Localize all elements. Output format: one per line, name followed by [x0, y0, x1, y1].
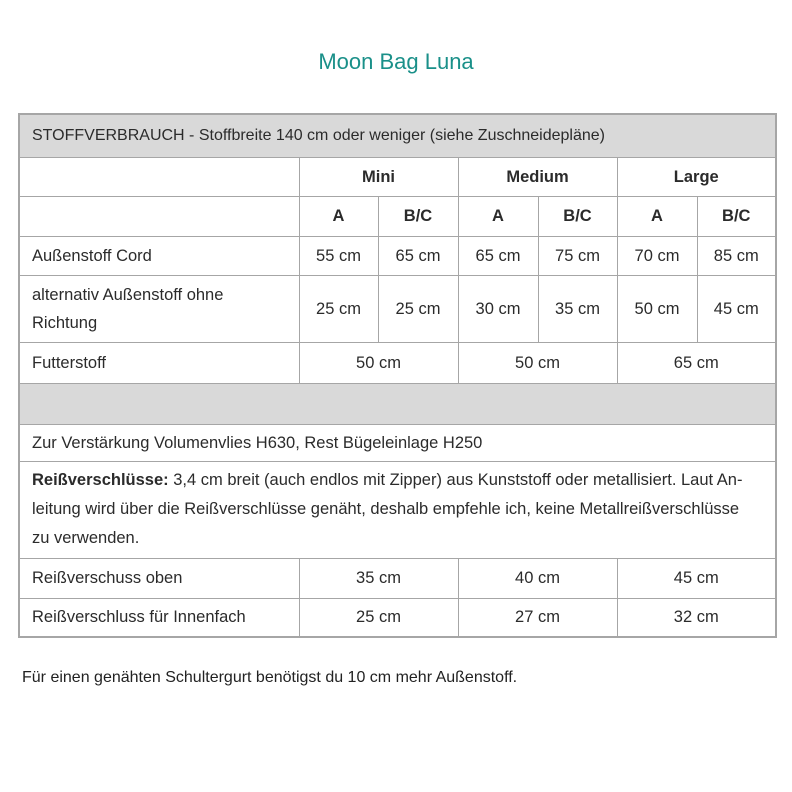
row-label-alt-outer-fabric [19, 275, 299, 342]
alt-outer-fabric-mini-a: 25 cm [299, 275, 378, 342]
variant-header-large-bc: B/C [697, 196, 776, 236]
outer-fabric-medium-bc: 75 cm [538, 236, 617, 275]
zipper-note-line: leitung wird über die Reißverschlüsse genäht, deshalb empfehle ich, keine Metallreißverschlüsse [32, 500, 740, 518]
size-header-mini: Mini [299, 157, 458, 196]
row-label-outer-fabric: Außenstoff Cord [19, 236, 299, 275]
variant-header-mini-a: A [299, 196, 378, 236]
variant-header-row [19, 196, 776, 236]
table-row-lining [19, 342, 776, 383]
size-header-large: Large [617, 157, 776, 196]
lining-mini: 50 cm [299, 342, 458, 383]
outer-fabric-mini-bc: 65 cm [378, 236, 458, 275]
table-heading: STOFFVERBRAUCH - Stoffbreite 140 cm oder weniger (siehe Zuschneidepläne) [19, 114, 776, 157]
zipper-top-medium: 40 cm [458, 558, 617, 598]
row-label-line: Richtung [32, 313, 98, 332]
zipper-inner-medium: 27 cm [458, 598, 617, 637]
zipper-top-large: 45 cm [617, 558, 776, 598]
table-row-zipper-inner [19, 598, 776, 637]
zipper-inner-mini: 25 cm [299, 598, 458, 637]
outer-fabric-medium-a: 65 cm [458, 236, 538, 275]
fabric-consumption-table [18, 113, 777, 638]
zipper-note-line: zu verwenden. [32, 529, 140, 547]
alt-outer-fabric-large-bc: 45 cm [697, 275, 776, 342]
zipper-note-line [32, 466, 767, 495]
row-label-zipper-top: Reißverschuss oben [19, 558, 299, 598]
variant-header-blank [19, 196, 299, 236]
spacer-row [19, 383, 776, 424]
lining-large: 65 cm [617, 342, 776, 383]
table-row-outer-fabric [19, 236, 776, 275]
spacer-cell [19, 383, 776, 424]
page-title: Moon Bag Luna [318, 49, 474, 74]
alt-outer-fabric-medium-bc: 35 cm [538, 275, 617, 342]
zipper-note-text: 3,4 cm breit (auch endlos mit Zipper) aus Kunststoff oder metallisiert. Laut An- [173, 471, 743, 489]
variant-header-medium-a: A [458, 196, 538, 236]
outer-fabric-large-a: 70 cm [617, 236, 697, 275]
variant-header-mini-bc: B/C [378, 196, 458, 236]
zipper-top-mini: 35 cm [299, 558, 458, 598]
row-label-lining: Futterstoff [19, 342, 299, 383]
zipper-inner-large: 32 cm [617, 598, 776, 637]
alt-outer-fabric-large-a: 50 cm [617, 275, 697, 342]
outer-fabric-large-bc: 85 cm [697, 236, 776, 275]
table-heading-row [19, 114, 776, 157]
lining-medium: 50 cm [458, 342, 617, 383]
table-row-zipper-note [19, 461, 776, 558]
zipper-note-label: Reißverschlüsse: [32, 471, 169, 489]
size-header-blank [19, 157, 299, 196]
variant-header-medium-bc: B/C [538, 196, 617, 236]
reinforcement-note: Zur Verstärkung Volumenvlies H630, Rest Bügeleinlage H250 [19, 424, 776, 461]
variant-header-large-a: A [617, 196, 697, 236]
outer-fabric-mini-a: 55 cm [299, 236, 378, 275]
row-label-zipper-inner: Reißverschluss für Innenfach [19, 598, 299, 637]
table-row-zipper-top [19, 558, 776, 598]
zipper-note [19, 461, 776, 558]
size-header-medium: Medium [458, 157, 617, 196]
size-header-row [19, 157, 776, 196]
alt-outer-fabric-medium-a: 30 cm [458, 275, 538, 342]
table-row-reinforcement [19, 424, 776, 461]
row-label-line: alternativ Außenstoff ohne [32, 285, 224, 304]
table-row-alt-outer-fabric [19, 275, 776, 342]
alt-outer-fabric-mini-bc: 25 cm [378, 275, 458, 342]
footnote: Für einen genähten Schultergurt benötigst du 10 cm mehr Außenstoff. [22, 669, 518, 686]
